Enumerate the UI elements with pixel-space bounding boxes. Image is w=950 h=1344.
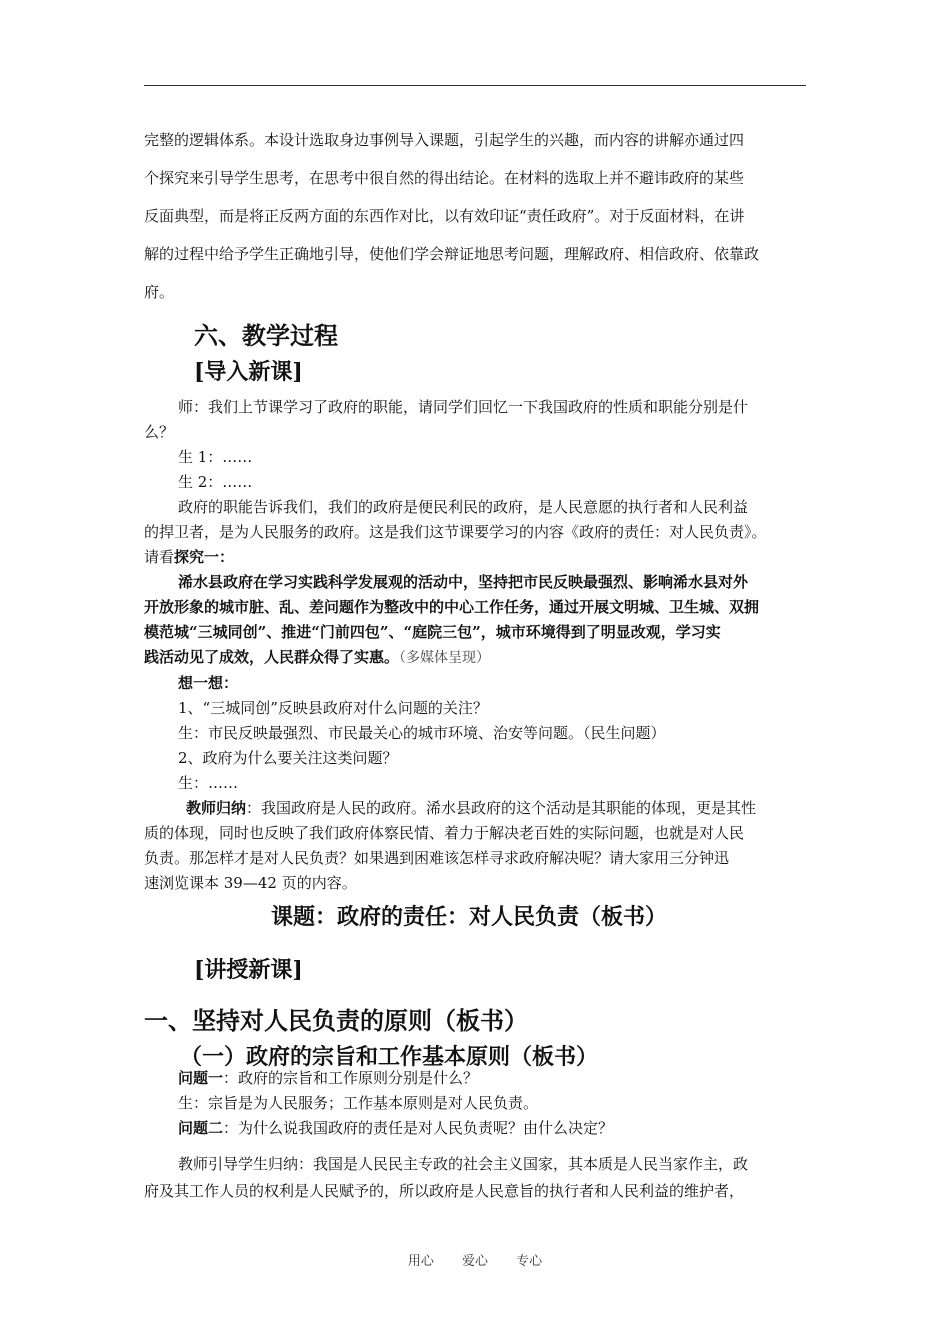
student-answer: 生：…… xyxy=(178,774,239,792)
paragraph-line: 的捍卫者，是为人民服务的政府。这是我们这节课要学习的内容《政府的责任：对人民负责》。 xyxy=(144,523,767,541)
guide-line: 教师引导学生归纳：我国是人民民主专政的社会主义国家，其本质是人民当家作主，政 xyxy=(178,1155,749,1173)
question-text: ：为什么说我国政府的责任是对人民负责呢？由什么决定？ xyxy=(223,1119,614,1137)
header-rule xyxy=(144,85,806,86)
heading-intro: [导入新课] xyxy=(194,359,303,385)
teach-section xyxy=(144,1066,806,1205)
intro-line: 解的过程中给予学生正确地引导，使他们学会辩证地思考问题，理解政府、相信政府、依靠政 xyxy=(144,245,760,263)
teacher-question: 师：我们上节课学习了政府的职能，请同学们回忆一下我国政府的性质和职能分别是什 xyxy=(178,398,749,416)
summary-label: 教师归纳 xyxy=(186,799,247,817)
paragraph-line xyxy=(144,545,806,570)
student-answer: 生 1：…… xyxy=(178,448,253,466)
heading-principle-sub: （一）政府的宗旨和工作基本原则（板书） xyxy=(180,1044,599,1070)
look-prefix: 请看 xyxy=(144,548,175,566)
question-text: ：政府的宗旨和工作原则分别是什么？ xyxy=(223,1069,479,1087)
explore-label: 探究一： xyxy=(174,548,235,566)
question: 2、政府为什么要关注这类问题？ xyxy=(178,749,398,767)
heading-topic: 课题：政府的责任：对人民负责（板书） xyxy=(271,904,668,930)
student-answer: 生 2：…… xyxy=(178,473,253,491)
intro-line: 个探究来引导学生思考，在思考中很自然的得出结论。在材料的选取上并不避讳政府的某些 xyxy=(144,169,745,187)
footer-word: 爱心 xyxy=(461,1254,488,1269)
multimedia-note: （多媒体呈现） xyxy=(399,650,491,666)
intro-line: 完整的逻辑体系。本设计选取身边事例导入课题，引起学生的兴趣，而内容的讲解亦通过四 xyxy=(144,131,745,149)
question-label: 问题二 xyxy=(178,1119,224,1137)
summary-line: 质的体现，同时也反映了我们政府体察民情、着力于解决老百姓的实际问题，也就是对人民 xyxy=(144,824,745,842)
student-answer: 生：宗旨是为人民服务；工作基本原则是对人民负责。 xyxy=(178,1094,539,1112)
intro-line: 府。 xyxy=(144,283,175,301)
paragraph-line: 政府的职能告诉我们，我们的政府是便民利民的政府，是人民意愿的执行者和人民利益 xyxy=(178,498,749,516)
case-text-end: 践活动见了成效，人民群众得了实惠。 xyxy=(144,648,400,666)
guide-line: 府及其工作人员的权利是人民赋予的，所以政府是人民意旨的执行者和人民利益的维护者， xyxy=(144,1182,745,1200)
question: 1、“三城同创”反映县政府对什么问题的关注？ xyxy=(178,699,488,717)
teacher-question-cont: 么？ xyxy=(144,423,175,441)
intro-line: 反面典型，而是将正反两方面的东西作对比，以有效印证“责任政府”。对于反面材料，在讲 xyxy=(144,207,745,225)
footer-word: 用心 xyxy=(407,1254,434,1269)
heading-teach: [讲授新课] xyxy=(194,957,303,983)
question xyxy=(144,1066,806,1091)
think-label: 想一想： xyxy=(178,674,239,692)
question-label: 问题一 xyxy=(178,1069,224,1087)
case-text: 模范城“三城同创”、推进“门前四包”、“庭院三包”，城市环境得到了明显改观，学习实 xyxy=(144,623,721,641)
page-footer xyxy=(0,1250,950,1269)
case-text: 浠水县政府在学习实践科学发展观的活动中，坚持把市民反映最强烈、影响浠水县对外 xyxy=(178,573,749,591)
heading-process: 六、教学过程 xyxy=(194,321,338,350)
summary-line: 速浏览课本 39—42 页的内容。 xyxy=(144,874,357,892)
summary-line: 负责。那怎样才是对人民负责？如果遇到困难该怎样寻求政府解决呢？请大家用三分钟迅 xyxy=(144,849,730,867)
intro-section xyxy=(144,395,806,896)
student-answer: 生：市民反映最强烈、市民最关心的城市环境、治安等问题。（民生问题） xyxy=(178,724,666,742)
summary-text: ：我国政府是人民的政府。浠水县政府的这个活动是其职能的体现，更是其性 xyxy=(246,799,757,817)
footer-word: 专心 xyxy=(516,1254,543,1269)
question xyxy=(144,1116,806,1141)
case-text: 开放形象的城市脏、乱、差问题作为整改中的中心工作任务，通过开展文明城、卫生城、双拥 xyxy=(144,598,760,616)
intro-paragraph xyxy=(144,121,806,311)
heading-principle: 一、坚持对人民负责的原则（板书） xyxy=(144,1006,528,1035)
case-text xyxy=(144,645,806,671)
teacher-summary xyxy=(144,796,806,821)
